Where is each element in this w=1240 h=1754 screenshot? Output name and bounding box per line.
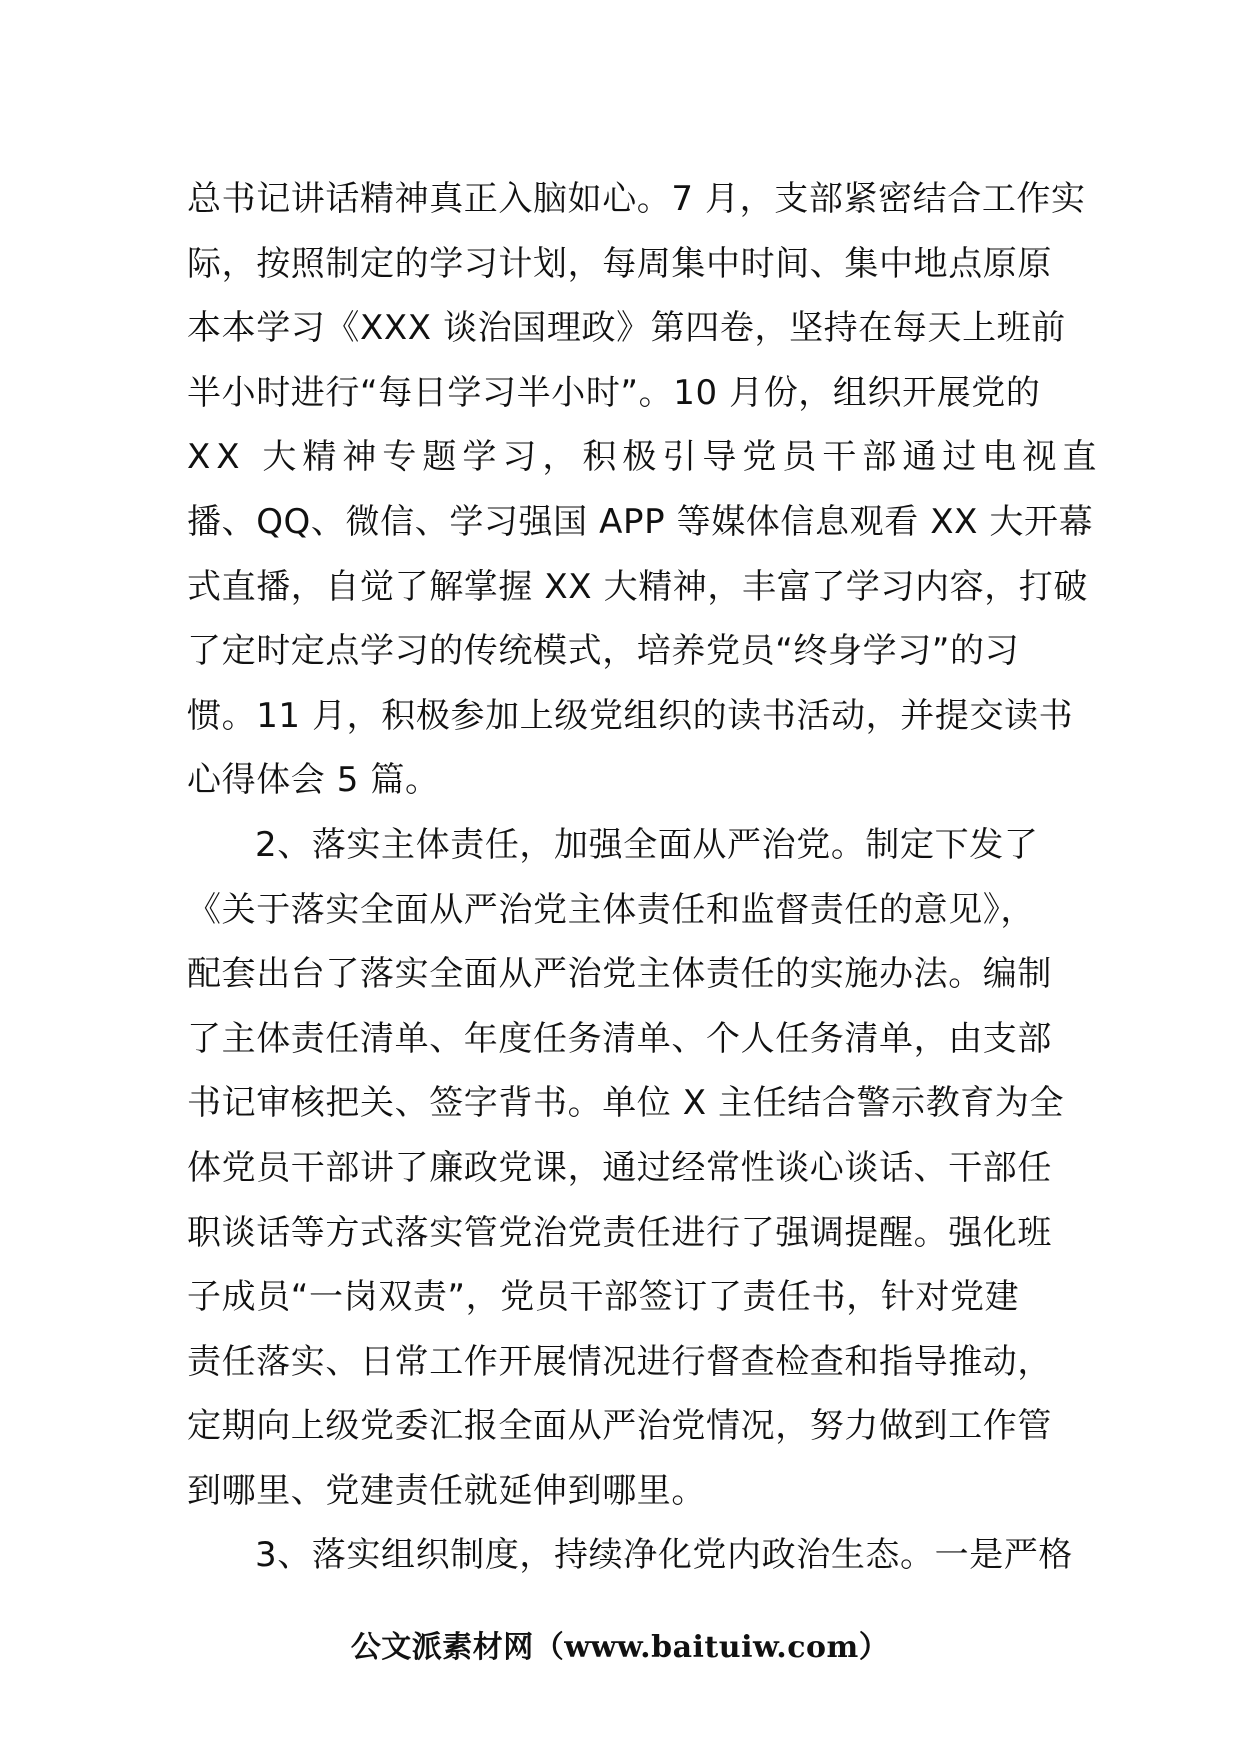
- text-line: 职谈话等方式落实管党治党责任进行了强调提醒。强化班: [187, 1212, 1052, 1253]
- text-line: 体党员干部讲了廉政党课，通过经常性谈心谈话、干部任: [187, 1147, 1052, 1188]
- paragraph-heading-2: 2、落实主体责任，加强全面从严治党。制定下发了: [255, 824, 1039, 865]
- text-line: 配套出台了落实全面从严治党主体责任的实施办法。编制: [187, 954, 1052, 995]
- text-line: 《关于落实全面从严治党主体责任和监督责任的意见》，: [187, 889, 1035, 930]
- text-line: 责任落实、日常工作开展情况进行督查检查和指导推动，: [187, 1341, 1052, 1382]
- text-line: 式直播，自觉了解掌握 XX 大精神，丰富了学习内容，打破: [187, 566, 1088, 607]
- text-line: 心得体会 5 篇。: [187, 760, 440, 801]
- text-line: XX 大精神专题学习，积极引导党员干部通过电视直: [187, 437, 1103, 478]
- text-line: 本本学习《XXX 谈治国理政》第四卷，坚持在每天上班前: [187, 308, 1066, 349]
- text-line: 了定时定点学习的传统模式，培养党员“终身学习”的习: [187, 631, 1020, 672]
- text-line: 惯。11 月，积极参加上级党组织的读书活动，并提交读书: [187, 695, 1074, 736]
- footer-watermark: 公文派素材网（www.baituiw.com）: [350, 1630, 890, 1665]
- text-line: 半小时进行“每日学习半小时”。10 月份，组织开展党的: [187, 372, 1041, 413]
- text-line: 播、QQ、微信、学习强国 APP 等媒体信息观看 XX 大开幕: [187, 501, 1094, 542]
- text-line: 到哪里、党建责任就延伸到哪里。: [187, 1470, 706, 1511]
- text-line: 子成员“一岗双责”，党员干部签订了责任书，针对党建: [187, 1277, 1020, 1318]
- text-line: 总书记讲话精神真正入脑如心。7 月，支部紧密结合工作实: [187, 179, 1086, 219]
- text-line: 书记审核把关、签字背书。单位 X 主任结合警示教育为全: [187, 1083, 1065, 1124]
- paragraph-heading-3: 3、落实组织制度，持续净化党内政治生态。一是严格: [255, 1535, 1074, 1576]
- document-body: [187, 167, 1103, 1588]
- text-line: 定期向上级党委汇报全面从严治党情况，努力做到工作管: [187, 1406, 1052, 1447]
- text-line: 际，按照制定的学习计划，每周集中时间、集中地点原原: [187, 243, 1052, 284]
- text-line: 了主体责任清单、年度任务清单、个人任务清单，由支部: [187, 1018, 1052, 1059]
